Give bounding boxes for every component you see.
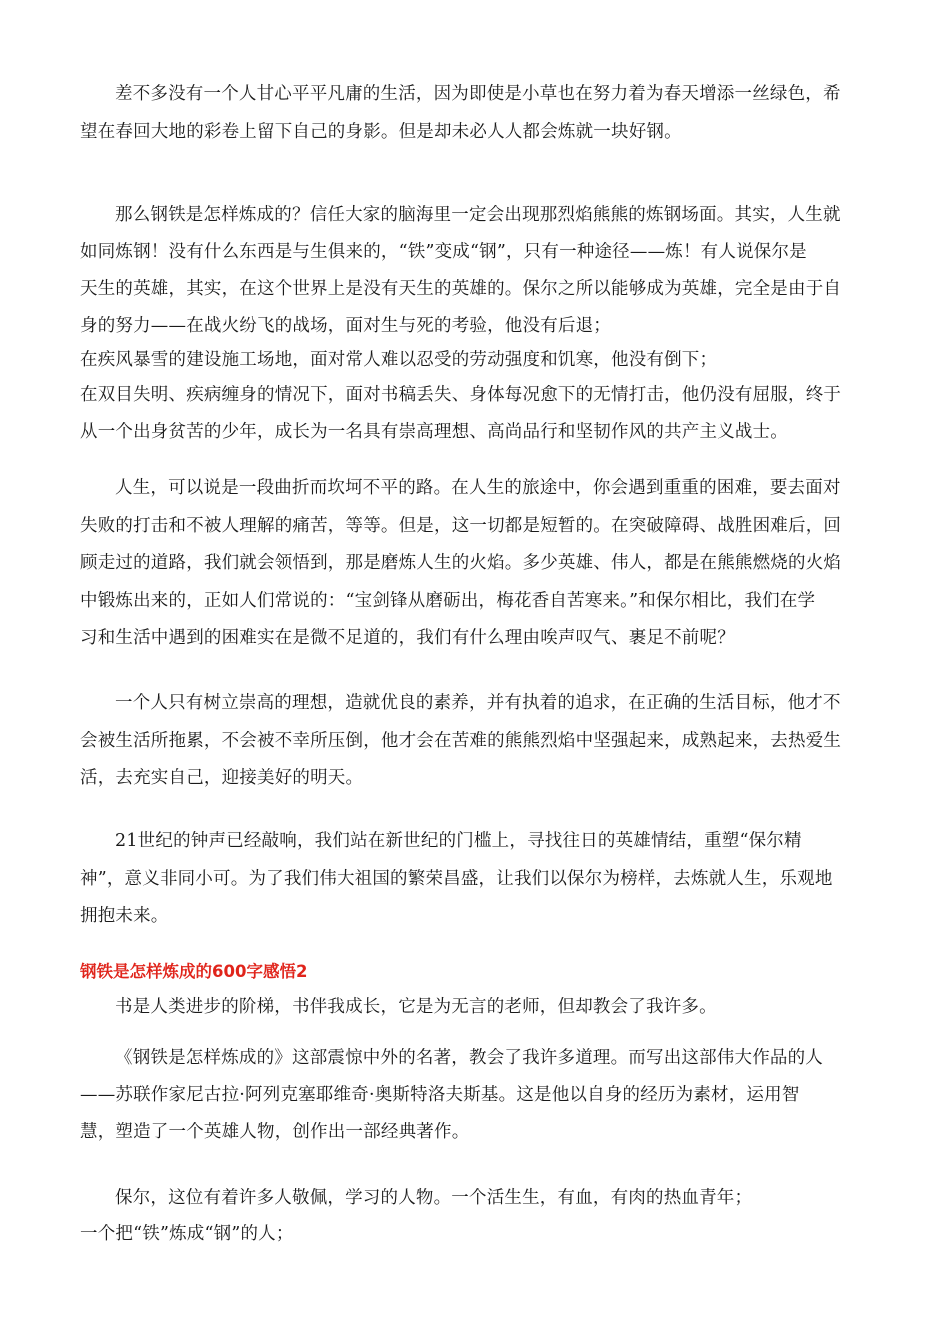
paragraph-line: 人生，可以说是一段曲折而坎坷不平的路。在人生的旅途中，你会遇到重重的困难，要去面对 xyxy=(115,478,841,498)
paragraph-line: 21世纪的钟声已经敲响，我们站在新世纪的门槛上，寻找往日的英雄情结，重塑“保尔精 xyxy=(115,831,802,851)
paragraph-line: ——苏联作家尼古拉·阿列克塞耶维奇·奥斯特洛夫斯基。这是他以自身的经历为素材，运用智 xyxy=(80,1085,800,1105)
paragraph-line: 会被生活所拖累，不会被不幸所压倒，他才会在苦难的熊熊烈焰中坚强起来，成熟起来，去热爱生 xyxy=(80,731,842,751)
paragraph-line: 身的努力——在战火纷飞的战场，面对生与死的考验，他没有后退； xyxy=(80,316,611,336)
paragraph-line: 保尔，这位有着许多人敬佩，学习的人物。一个活生生，有血，有肉的热血青年； xyxy=(115,1188,753,1208)
paragraph-line: 如同炼钢！没有什么东西是与生俱来的，“铁”变成“钢”，只有一种途径——炼！有人说保尔是 xyxy=(80,242,807,262)
paragraph-line: 拥抱未来。 xyxy=(80,906,169,926)
paragraph-line: 失败的打击和不被人理解的痛苦，等等。但是，这一切都是短暂的。在突破障碍、战胜困难后，回 xyxy=(80,516,842,536)
paragraph-line: 差不多没有一个人甘心平平凡庸的生活，因为即使是小草也在努力着为春天增添一丝绿色，希 xyxy=(115,84,841,104)
paragraph-line: 从一个出身贫苦的少年，成长为一名具有崇高理想、高尚品行和坚韧作风的共产主义战士。 xyxy=(80,422,788,442)
paragraph-line: 那么钢铁是怎样炼成的？信任大家的脑海里一定会出现那烈焰熊熊的炼钢场面。其实，人生就 xyxy=(115,205,841,225)
paragraph-line: 中锻炼出来的，正如人们常说的：“宝剑锋从磨砺出，梅花香自苦寒来。”和保尔相比，我们在学 xyxy=(80,591,816,611)
paragraph-line: 顾走过的道路，我们就会领悟到，那是磨炼人生的火焰。多少英雄、伟人，都是在熊熊燃烧的火焰 xyxy=(80,553,842,573)
paragraph-line: 天生的英雄，其实，在这个世界上是没有天生的英雄的。保尔之所以能够成为英雄，完全是由于自 xyxy=(80,279,842,299)
paragraph-line: 望在春回大地的彩卷上留下自己的身影。但是却未必人人都会炼就一块好钢。 xyxy=(80,122,682,142)
paragraph-line: 一个人只有树立崇高的理想，造就优良的素养，并有执着的追求，在正确的生活目标，他才不 xyxy=(115,693,841,713)
paragraph-line: 在疾风暴雪的建设施工场地，面对常人难以忍受的劳动强度和饥寒，他没有倒下； xyxy=(80,350,718,370)
paragraph-line: 神”，意义非同小可。为了我们伟大祖国的繁荣昌盛，让我们以保尔为榜样，去炼就人生，乐观地 xyxy=(80,869,833,889)
section-heading: 钢铁是怎样炼成的600字感悟2 xyxy=(80,962,308,981)
paragraph-line: 慧，塑造了一个英雄人物，创作出一部经典著作。 xyxy=(80,1122,470,1142)
paragraph-line: 在双目失明、疾病缠身的情况下，面对书稿丢失、身体每况愈下的无情打击，他仍没有屈服，终于 xyxy=(80,385,842,405)
paragraph-line: 一个把“铁”炼成“钢”的人； xyxy=(80,1224,294,1244)
paragraph-line: 《钢铁是怎样炼成的》这部震惊中外的名著，教会了我许多道理。而写出这部伟大作品的人 xyxy=(115,1048,823,1068)
paragraph-line: 习和生活中遇到的困难实在是微不足道的，我们有什么理由唉声叹气、裹足不前呢？ xyxy=(80,628,735,648)
paragraph-line: 书是人类进步的阶梯，书伴我成长，它是为无言的老师，但却教会了我许多。 xyxy=(115,997,717,1017)
paragraph-line: 活，去充实自己，迎接美好的明天。 xyxy=(80,768,364,788)
